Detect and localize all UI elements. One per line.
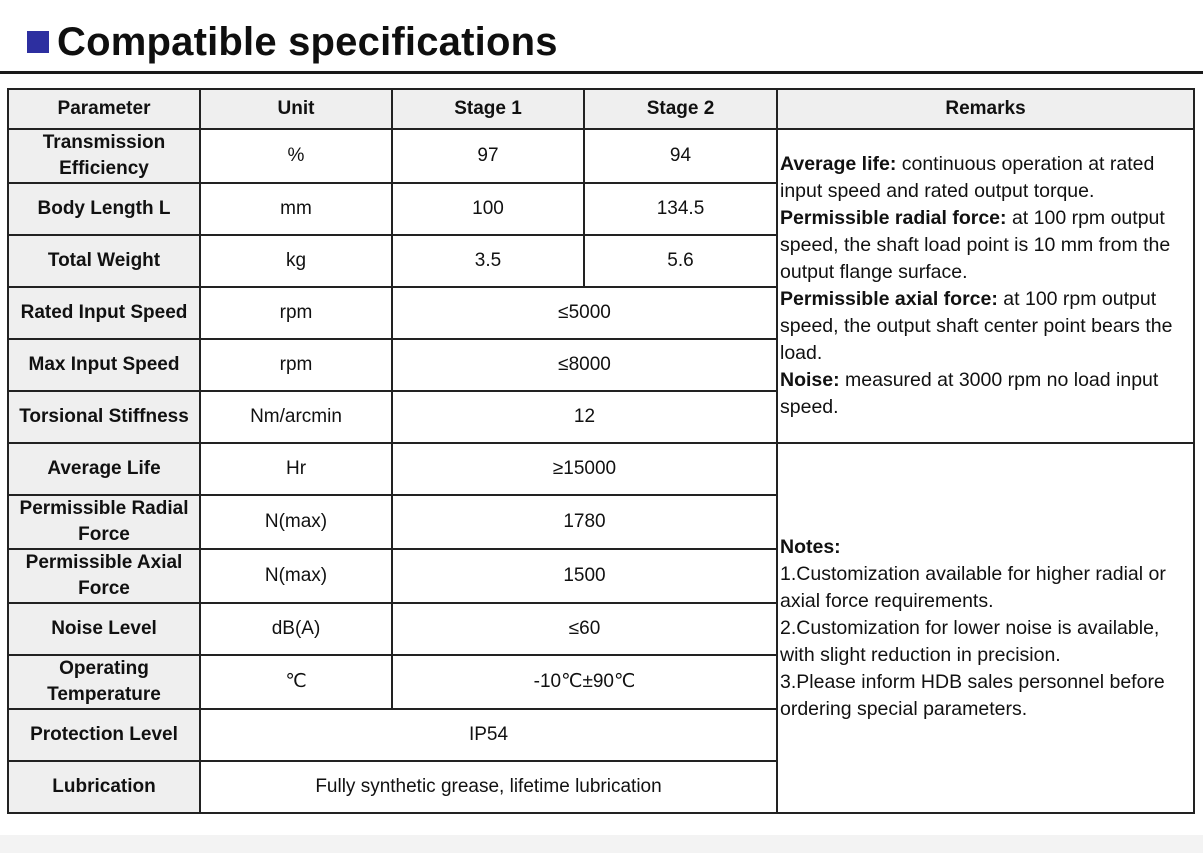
row-stage2: 94	[584, 129, 777, 183]
page-title: Compatible specifications	[57, 20, 558, 64]
row-parameter: Total Weight	[8, 235, 200, 287]
row-parameter: Permissible Radial Force	[8, 495, 200, 549]
remarks-notes	[777, 443, 1194, 813]
remark-average-life: Average life: continuous operation at rated input speed and rated output torque.	[780, 153, 1155, 202]
row-unit: rpm	[200, 339, 392, 391]
note-item: 1.Customization available for higher radial or axial force requirements.	[780, 562, 1166, 612]
title-divider	[0, 71, 1203, 74]
row-parameter: Protection Level	[8, 709, 200, 761]
row-parameter: Permissible Axial Force	[8, 549, 200, 603]
row-stage2: 5.6	[584, 235, 777, 287]
row-parameter: Max Input Speed	[8, 339, 200, 391]
row-value: 12	[392, 391, 777, 443]
bottom-background-strip	[0, 835, 1203, 853]
row-value: IP54	[200, 709, 777, 761]
row-unit: rpm	[200, 287, 392, 339]
row-value: ≥15000	[392, 443, 777, 495]
row-parameter: Lubrication	[8, 761, 200, 813]
row-value: Fully synthetic grease, lifetime lubrication	[200, 761, 777, 813]
note-item: 3.Please inform HDB sales personnel before ordering special parameters.	[780, 670, 1165, 720]
row-unit: %	[200, 129, 392, 183]
remark-axial-force: Permissible axial force: at 100 rpm output speed, the output shaft center point bears the load.	[780, 288, 1173, 364]
row-unit: N(max)	[200, 549, 392, 603]
row-value: 1500	[392, 549, 777, 603]
row-parameter: Noise Level	[8, 603, 200, 655]
row-unit: dB(A)	[200, 603, 392, 655]
table-row	[8, 129, 1194, 183]
header-remarks: Remarks	[777, 89, 1194, 129]
row-stage1: 3.5	[392, 235, 584, 287]
row-unit: Hr	[200, 443, 392, 495]
row-parameter: Transmission Efficiency	[8, 129, 200, 183]
remarks-definitions	[777, 129, 1194, 443]
row-unit: Nm/arcmin	[200, 391, 392, 443]
row-value: ≤8000	[392, 339, 777, 391]
notes-heading: Notes:	[780, 535, 841, 558]
header-unit: Unit	[200, 89, 392, 129]
row-unit: kg	[200, 235, 392, 287]
row-stage2: 134.5	[584, 183, 777, 235]
row-value: ≤5000	[392, 287, 777, 339]
header-stage1: Stage 1	[392, 89, 584, 129]
header-parameter: Parameter	[8, 89, 200, 129]
note-item: 2.Customization for lower noise is available, with slight reduction in precision.	[780, 616, 1160, 666]
row-parameter: Torsional Stiffness	[8, 391, 200, 443]
row-value: -10℃±90℃	[392, 655, 777, 709]
remark-radial-force: Permissible radial force: at 100 rpm output speed, the shaft load point is 10 mm from the output flange surface.	[780, 207, 1171, 283]
row-stage1: 100	[392, 183, 584, 235]
row-stage1: 97	[392, 129, 584, 183]
row-parameter: Operating Temperature	[8, 655, 200, 709]
page-title-block	[27, 16, 558, 68]
specifications-table	[7, 88, 1195, 814]
remark-noise: Noise: measured at 3000 rpm no load input speed.	[780, 369, 1159, 418]
header-stage2: Stage 2	[584, 89, 777, 129]
row-unit: N(max)	[200, 495, 392, 549]
table-row	[8, 443, 1194, 495]
table-header-row	[8, 89, 1194, 129]
title-square-icon	[27, 31, 49, 53]
row-value: 1780	[392, 495, 777, 549]
row-unit: mm	[200, 183, 392, 235]
row-parameter: Rated Input Speed	[8, 287, 200, 339]
row-parameter: Body Length L	[8, 183, 200, 235]
row-unit: ℃	[200, 655, 392, 709]
row-value: ≤60	[392, 603, 777, 655]
row-parameter: Average Life	[8, 443, 200, 495]
